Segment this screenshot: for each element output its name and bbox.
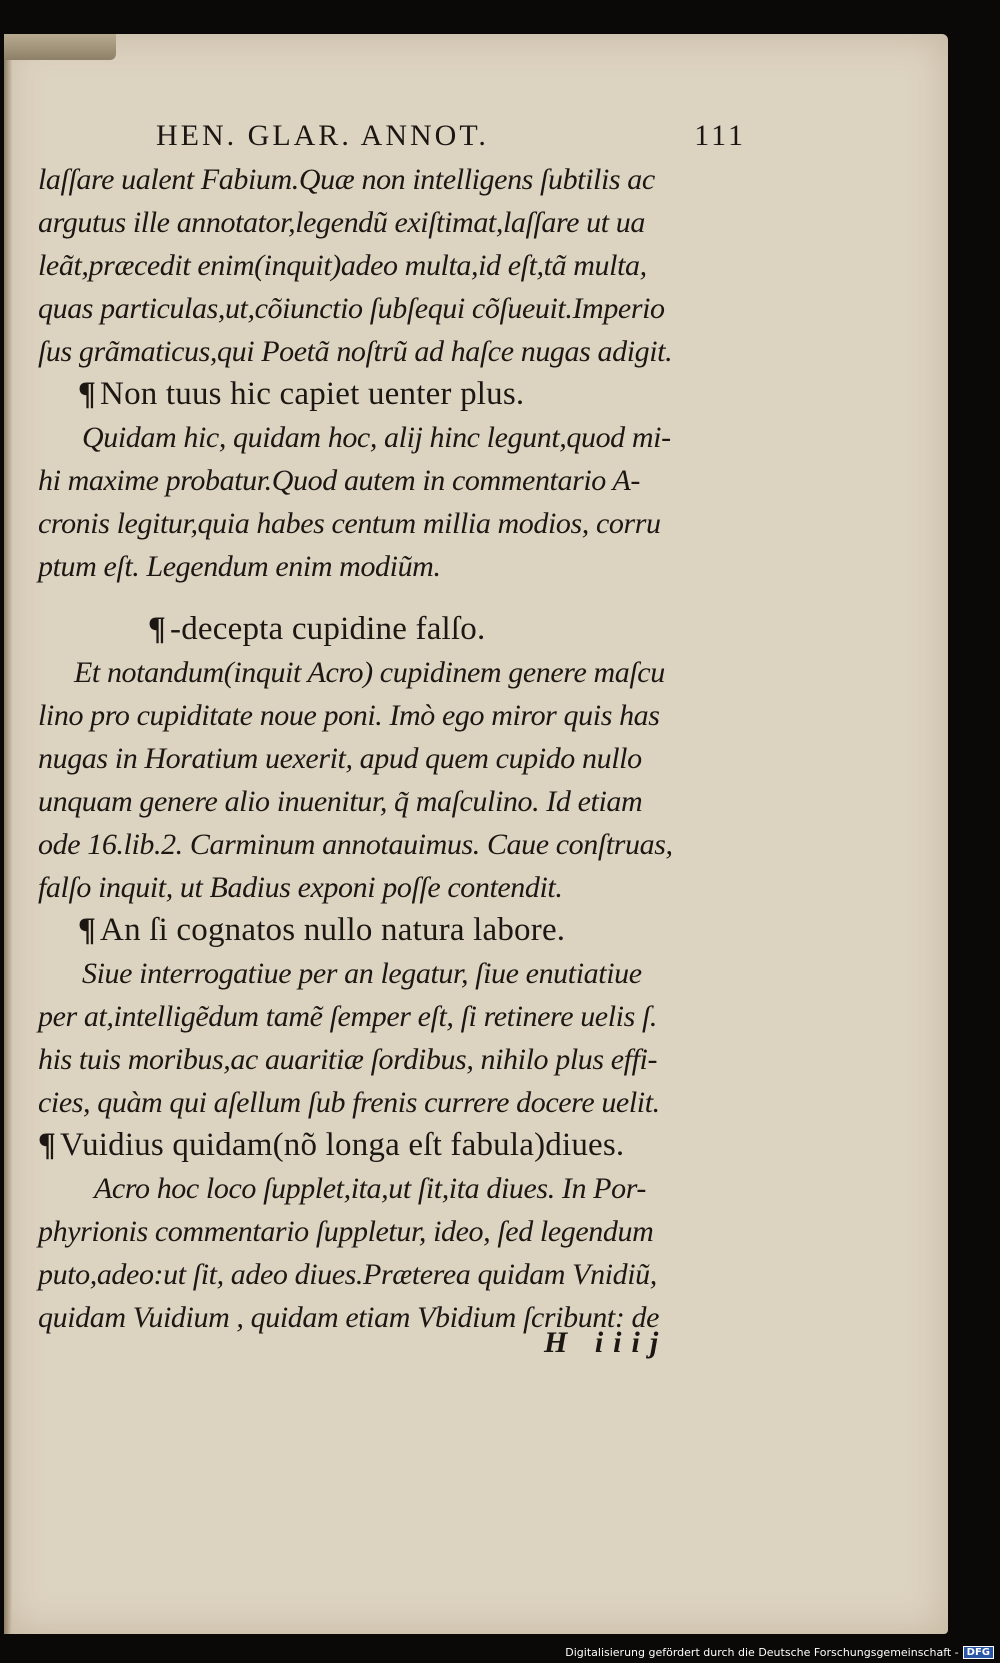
text-line: Et notandum(inquit Acro) cupidinem genere maſcu [74,656,665,689]
text-line: per at,intelligẽdum tamẽ ſemper eſt, ſi retinere uelis ſ. [38,1000,658,1033]
text-line: ſus grãmaticus,qui Poetã noſtrũ ad haſce nugas adigit. [38,335,673,368]
credit-text: Digitalisierung gefördert durch die Deutsche Forschungsgemeinschaft - [565,1646,959,1659]
page-number: 111 [694,119,746,152]
text-line: puto,adeo:ut ſit, adeo diues.Præterea quidam Vnidiũ, [38,1258,657,1291]
paragraph-3 [38,651,738,909]
lemma-heading [38,608,738,651]
text-line: phyrionis commentario ſuppletur, ideo, ſed legendum [38,1215,654,1248]
page-edge [4,34,12,1634]
paragraph-1 [38,158,738,373]
lemma-text: Vuidius quidam(nõ longa eſt fabula)diues. [60,1127,625,1163]
paragraph-4 [38,952,738,1124]
pilcrow-icon: ¶ [38,1127,57,1163]
signature-mark: H iiij [544,1326,669,1359]
pilcrow-icon: ¶ [78,376,97,412]
text-line: quidam Vuidium , quidam etiam Vbidium ſcribunt: de [38,1301,660,1334]
pilcrow-icon: ¶ [78,912,97,948]
dfg-logo-icon: DFG [963,1646,994,1659]
text-line: laſſare ualent Fabium.Quæ non intelligens ſubtilis ac [38,163,655,196]
text-line: Acro hoc loco ſupplet,ita,ut ſit,ita diues. In Por- [94,1172,646,1205]
lemma-text: Non tuus hic capiet uenter plus. [100,376,525,412]
text-line: his tuis moribus,ac auaritiæ ſordibus, nihilo plus effi- [38,1043,658,1076]
text-line: unquam genere alio inuenitur, q̃ maſculino. Id etiam [38,785,643,818]
text-block [38,114,746,1339]
text-line: argutus ille annotator,legendũ exiſtimat,laſſare ut ua [38,206,645,239]
book-page [4,34,948,1634]
text-line: quas particulas,ut,cõiunctio ſubſequi cõſueuit.Imperio [38,292,665,325]
lemma-heading [38,1124,738,1167]
paragraph-5 [38,1167,738,1339]
torn-corner [4,34,116,60]
text-line: Siue interrogatiue per an legatur, ſiue enutiatiue [82,957,642,990]
text-line: cronis legitur,quia habes centum millia modios, corru [38,507,661,540]
text-line: leãt,præcedit enim(inquit)adeo multa,id eſt,tã multa, [38,249,647,282]
text-line: falſo inquit, ut Badius exponi poſſe contendit. [38,871,563,904]
lemma-heading [38,373,738,416]
text-line: Quidam hic, quidam hoc, alij hinc legunt,quod mi- [82,421,671,454]
text-line: hi maxime probatur.Quod autem in commentario A- [38,464,640,497]
lemma-heading [38,909,738,952]
paragraph-2 [38,416,738,588]
text-line: ode 16.lib.2. Carminum annotauimus. Caue conſtruas, [38,828,673,861]
pilcrow-icon: ¶ [148,611,167,647]
digitization-credit [565,1646,994,1659]
text-line: lino pro cupiditate noue poni. Imò ego miror quis has [38,699,660,732]
lemma-text: -decepta cupidine falſo. [170,611,486,647]
spacer [38,588,738,608]
text-line: ptum eſt. Legendum enim modiũm. [38,550,441,583]
running-head: HEN. GLAR. ANNOT. [156,119,489,152]
running-header [156,114,746,158]
text-line: cies, quàm qui aſellum ſub frenis currere docere uelit. [38,1086,660,1119]
lemma-text: An ſi cognatos nullo natura labore. [100,912,566,948]
text-line: nugas in Horatium uexerit, apud quem cupido nullo [38,742,642,775]
